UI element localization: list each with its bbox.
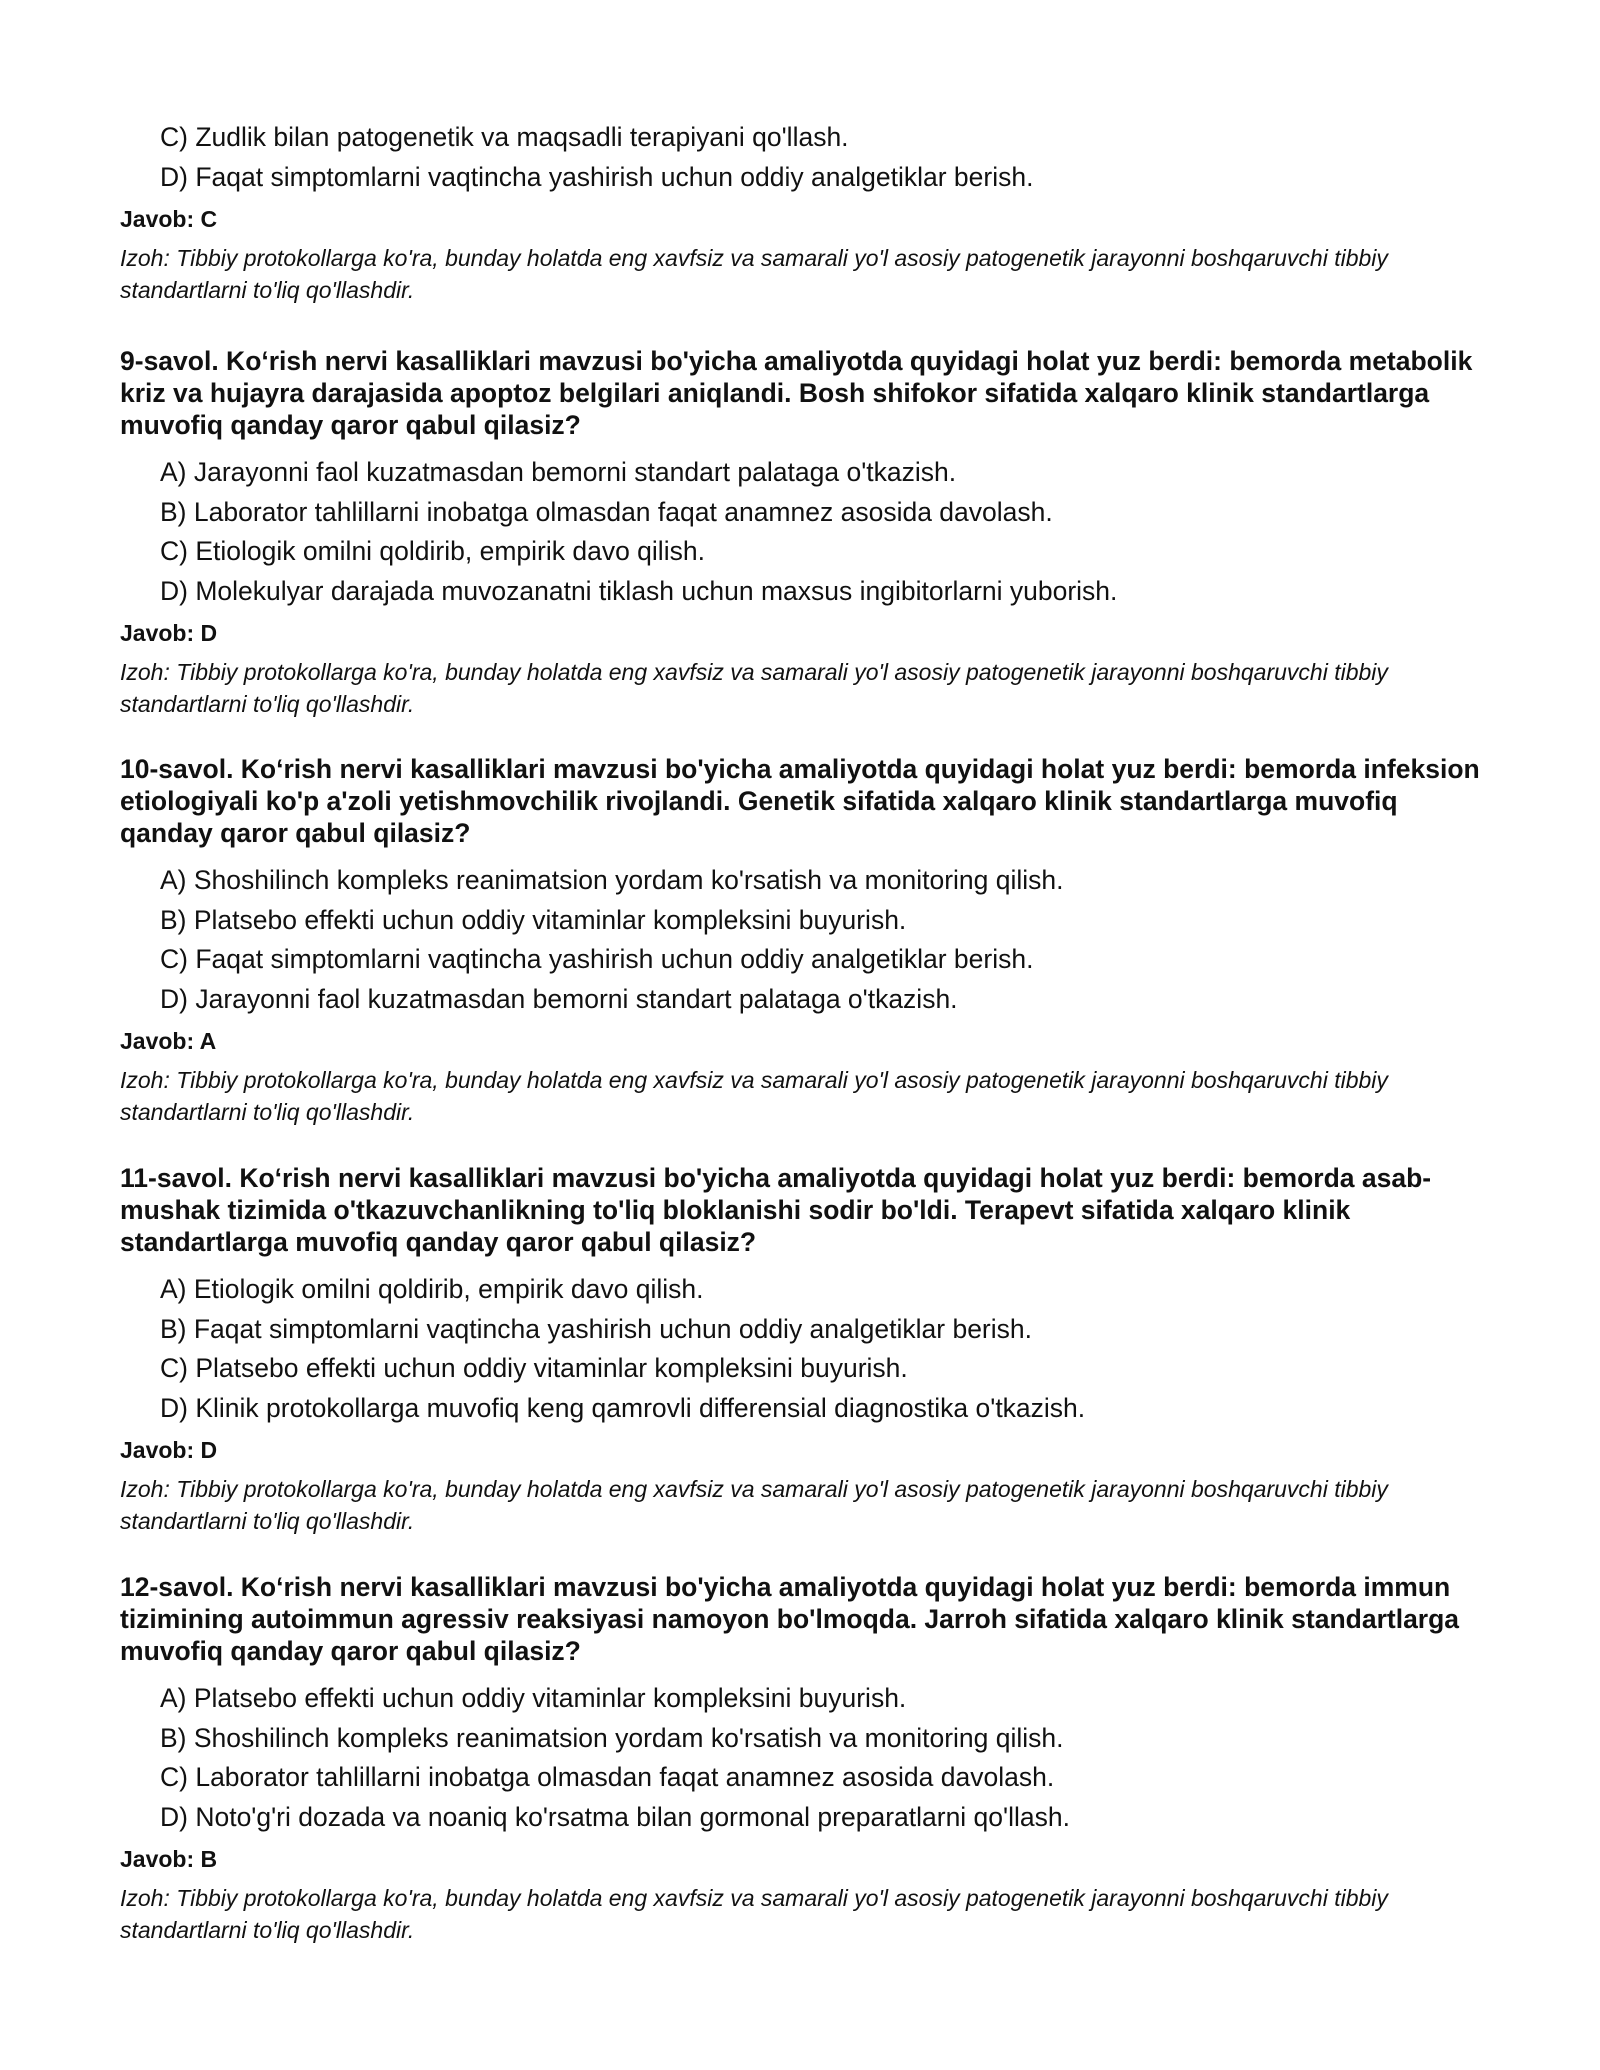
answer-option-a: A) Shoshilinch kompleks reanimatsion yordam ko'rsatish va monitoring qilish.: [160, 865, 1064, 895]
question-title: 11-savol. Ko‘rish nervi kasalliklari mavzusi bo'yicha amaliyotda quyidagi holat yuz berdi: bemorda asab-mushak tizimida o'tkazuvchanlikning to'liq bloklanishi sodir bo'ldi. Terapevt sifatida xalqaro klinik standartlarga muvofiq qanday qaror qabul qilasiz?: [120, 1163, 1432, 1257]
answer-option-d: D) Jarayonni faol kuzatmasdan bemorni standart palataga o'tkazish.: [160, 983, 958, 1014]
answer-options: [120, 118, 1490, 197]
question-9: [120, 345, 1490, 720]
answer-option-c: C) Laborator tahlillarni inobatga olmasdan faqat anamnez asosida davolash.: [160, 1762, 1055, 1792]
answer-option-a: A) Etiologik omilni qoldirib, empirik davo qilish.: [160, 1274, 704, 1304]
correct-answer: Javob: B: [120, 1846, 218, 1872]
answer-option-a: A) Platsebo effekti uchun oddiy vitaminlar kompleksini buyurish.: [160, 1683, 907, 1713]
answer-option-b: B) Shoshilinch kompleks reanimatsion yordam ko'rsatish va monitoring qilish.: [160, 1722, 1064, 1753]
answer-option-d: D) Klinik protokollarga muvofiq keng qamrovli differensial diagnostika o'tkazish.: [160, 1392, 1086, 1423]
correct-answer: Javob: C: [120, 206, 218, 232]
answer-option-c: C) Faqat simptomlarni vaqtincha yashirish uchun oddiy analgetiklar berish.: [160, 944, 1034, 974]
answer-option-d: D) Noto'g'ri dozada va noaniq ko'rsatma bilan gormonal preparatlarni qo'llash.: [160, 1801, 1070, 1832]
explanation-note: Izoh: Tibbiy protokollarga ko'ra, bunday holatda eng xavfsiz va samarali yo'l asosiy patogenetik jarayonni boshqaruvchi tibbiy standartlarni to'liq qo'llashdir.: [120, 659, 1388, 717]
question-12: [120, 1571, 1490, 1946]
correct-answer: Javob: D: [120, 620, 218, 646]
answer-option-c: C) Etiologik omilni qoldirib, empirik davo qilish.: [160, 536, 705, 566]
answer-options: [120, 861, 1490, 1019]
question-10: [120, 753, 1490, 1128]
answer-option-a: A) Jarayonni faol kuzatmasdan bemorni standart palataga o'tkazish.: [160, 457, 957, 487]
answer-option-d: D) Faqat simptomlarni vaqtincha yashirish uchun oddiy analgetiklar berish.: [160, 161, 1034, 192]
answer-option-c: C) Platsebo effekti uchun oddiy vitaminlar kompleksini buyurish.: [160, 1353, 908, 1383]
question-title: 10-savol. Ko‘rish nervi kasalliklari mavzusi bo'yicha amaliyotda quyidagi holat yuz berdi: bemorda infeksion etiologiyali ko'p a'zoli yetishmovchilik rivojlandi. Genetik sifatida xalqaro klinik standartlarga muvofiq qanday qaror qabul qilasiz?: [120, 754, 1480, 848]
explanation-note: Izoh: Tibbiy protokollarga ko'ra, bunday holatda eng xavfsiz va samarali yo'l asosiy patogenetik jarayonni boshqaruvchi tibbiy standartlarni to'liq qo'llashdir.: [120, 1885, 1388, 1943]
explanation-note: Izoh: Tibbiy protokollarga ko'ra, bunday holatda eng xavfsiz va samarali yo'l asosiy patogenetik jarayonni boshqaruvchi tibbiy standartlarni to'liq qo'llashdir.: [120, 1067, 1388, 1125]
question-title: 12-savol. Ko‘rish nervi kasalliklari mavzusi bo'yicha amaliyotda quyidagi holat yuz berdi: bemorda immun tizimining autoimmun agressiv reaksiyasi namoyon bo'lmoqda. Jarroh sifatida xalqaro klinik standartlarga muvofiq qanday qaror qabul qilasiz?: [120, 1572, 1460, 1666]
answer-option-c: C) Zudlik bilan patogenetik va maqsadli terapiyani qo'llash.: [160, 122, 849, 152]
answer-option-b: B) Platsebo effekti uchun oddiy vitaminlar kompleksini buyurish.: [160, 904, 907, 935]
question-title: 9-savol. Ko‘rish nervi kasalliklari mavzusi bo'yicha amaliyotda quyidagi holat yuz berdi: bemorda metabolik kriz va hujayra darajasida apoptoz belgilari aniqlandi. Bosh shifokor sifatida xalqaro klinik standartlarga muvofiq qanday qaror qabul qilasiz?: [120, 346, 1473, 440]
explanation-note: Izoh: Tibbiy protokollarga ko'ra, bunday holatda eng xavfsiz va samarali yo'l asosiy patogenetik jarayonni boshqaruvchi tibbiy standartlarni to'liq qo'llashdir.: [120, 1476, 1388, 1534]
question-11: [120, 1162, 1490, 1537]
correct-answer: Javob: D: [120, 1437, 218, 1463]
correct-answer: Javob: A: [120, 1028, 217, 1054]
answer-option-b: B) Laborator tahlillarni inobatga olmasdan faqat anamnez asosida davolash.: [160, 496, 1053, 527]
answer-option-b: B) Faqat simptomlarni vaqtincha yashirish uchun oddiy analgetiklar berish.: [160, 1313, 1032, 1344]
previous-question-continuation: [120, 118, 1490, 306]
answer-options: [120, 453, 1490, 611]
answer-options: [120, 1270, 1490, 1428]
answer-options: [120, 1679, 1490, 1837]
answer-option-d: D) Molekulyar darajada muvozanatni tiklash uchun maxsus ingibitorlarni yuborish.: [160, 575, 1118, 606]
explanation-note: Izoh: Tibbiy protokollarga ko'ra, bunday holatda eng xavfsiz va samarali yo'l asosiy patogenetik jarayonni boshqaruvchi tibbiy standartlarni to'liq qo'llashdir.: [120, 245, 1388, 303]
